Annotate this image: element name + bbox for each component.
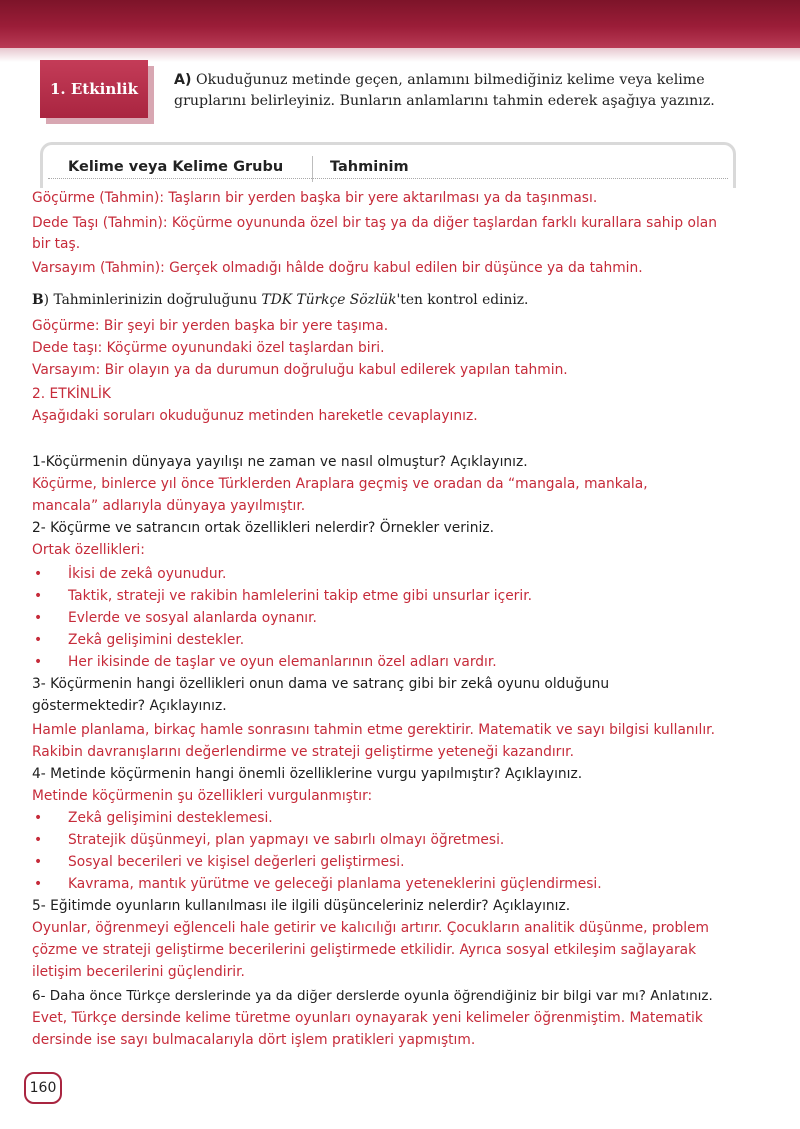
instruction-b-letter: B <box>32 292 44 308</box>
answer-1: mancala” adlarıyla dünyaya yayılmıştır. <box>32 498 306 514</box>
question-3: göstermektedir? Açıklayınız. <box>32 698 227 714</box>
question-2: 2- Köçürme ve satrancın ortak özellikleri nelerdir? Örnekler veriniz. <box>32 520 494 536</box>
answer-2-head: Ortak özellikleri: <box>32 542 145 558</box>
answer-5: iletişim becerilerini güçlendirir. <box>32 964 245 980</box>
answer-1: Köçürme, binlerce yıl önce Türklerden Araplara geçmiş ve oradan da “mangala, mankala, <box>32 476 648 492</box>
header-band <box>0 0 800 48</box>
question-6: 6- Daha önce Türkçe derslerinde ya da diğer derslerde oyunla öğrendiğiniz bir bilgi var mı? Anlatınız. <box>32 988 713 1004</box>
guess-line: Varsayım (Tahmin): Gerçek olmadığı hâlde doğru kabul edilen bir düşünce ya da tahmin. <box>32 260 643 276</box>
instruction-a-letter: A) <box>174 72 192 88</box>
question-5: 5- Eğitimde oyunların kullanılması ile ilgili düşünceleriniz nelerdir? Açıklayınız. <box>32 898 571 914</box>
answer-5: çözme ve strateji geliştirme becerilerini geliştirmede etkilidir. Ayrıca sosyal etkileşim sağlayarak <box>32 942 697 958</box>
activity-badge: 1. Etkinlik <box>40 60 148 118</box>
instruction-b <box>32 290 792 310</box>
question-1: 1-Köçürmenin dünyaya yayılışı ne zaman ve nasıl olmuştur? Açıklayınız. <box>32 454 528 470</box>
bullet: • <box>34 876 43 892</box>
bullet: • <box>34 632 43 648</box>
instruction-b-pre: ) Tahminlerinizin doğruluğunu <box>43 292 262 308</box>
instruction-a-line1: Okuduğunuz metinde geçen, anlamını bilmediğiniz kelime veya kelime <box>191 72 705 88</box>
guess-line: Dede Taşı (Tahmin): Köçürme oyununda özel bir taş ya da diğer taşlardan farklı kurallara sahip olan <box>32 215 717 231</box>
answer-6: Evet, Türkçe dersinde kelime türetme oyunları oynayarak yeni kelimeler öğrenmiştim. Matematik <box>32 1010 703 1026</box>
answer-2-item: • Taktik, strateji ve rakibin hamlelerini takip etme gibi unsurlar içerir. <box>34 588 532 604</box>
guess-line: Göçürme (Tahmin): Taşların bir yerden başka bir yere aktarılması ya da taşınması. <box>32 190 598 206</box>
bullet: • <box>34 810 43 826</box>
bullet: • <box>34 854 43 870</box>
bullet: • <box>34 566 43 582</box>
instruction-b-post: 'ten kontrol ediniz. <box>396 292 529 308</box>
instruction-b-source: TDK Türkçe Sözlük <box>261 292 397 308</box>
answer-4-item: • Kavrama, mantık yürütme ve geleceği planlama yeteneklerini güçlendirmesi. <box>34 876 602 892</box>
instruction-a <box>174 70 774 112</box>
activity2-title: 2. ETKİNLİK <box>32 386 111 402</box>
question-3: 3- Köçürmenin hangi özellikleri onun dama ve satranç gibi bir zekâ oyunu olduğunu <box>32 676 610 692</box>
answer-3: Rakibin davranışlarını değerlendirme ve strateji geliştirme yeteneği kazandırır. <box>32 744 574 760</box>
guess-line: bir taş. <box>32 236 81 252</box>
answer-5: Oyunlar, öğrenmeyi eğlenceli hale getirir ve kalıcılığı artırır. Çocukların analitik düşünme, problem <box>32 920 709 936</box>
definition-line: Varsayım: Bir olayın ya da durumun doğruluğu kabul edilerek yapılan tahmin. <box>32 362 568 378</box>
page-number: 160 <box>24 1072 62 1104</box>
definition-line: Dede taşı: Köçürme oyunundaki özel taşlardan biri. <box>32 340 385 356</box>
table-header-guess: Tahminim <box>330 159 409 175</box>
definition-line: Göçürme: Bir şeyi bir yerden başka bir yere taşıma. <box>32 318 389 334</box>
answer-2-item: • Evlerde ve sosyal alanlarda oynanır. <box>34 610 317 626</box>
answer-2-item: • Her ikisinde de taşlar ve oyun elemanlarının özel adları vardır. <box>34 654 497 670</box>
bullet: • <box>34 832 43 848</box>
answer-2-item: • İkisi de zekâ oyunudur. <box>34 566 227 582</box>
bullet: • <box>34 654 43 670</box>
answer-2-item: • Zekâ gelişimini destekler. <box>34 632 245 648</box>
answer-4-item: • Sosyal becerileri ve kişisel değerleri geliştirmesi. <box>34 854 405 870</box>
table-dotted-line <box>48 178 728 179</box>
answer-3: Hamle planlama, birkaç hamle sonrasını tahmin etme gerektirir. Matematik ve sayı bilgisi kullanılır. <box>32 722 715 738</box>
activity2-intro: Aşağıdaki soruları okuduğunuz metinden hareketle cevaplayınız. <box>32 408 478 424</box>
instruction-a-line2: gruplarını belirleyiniz. Bunların anlamlarını tahmin ederek aşağıya yazınız. <box>174 93 715 109</box>
answer-6: dersinde ise sayı bulmacalarıyla dört işlem pratikleri yapmıştım. <box>32 1032 476 1048</box>
bullet: • <box>34 588 43 604</box>
question-4: 4- Metinde köçürmenin hangi önemli özelliklerine vurgu yapılmıştır? Açıklayınız. <box>32 766 583 782</box>
answer-4-head: Metinde köçürmenin şu özellikleri vurgulanmıştır: <box>32 788 373 804</box>
table-header-word: Kelime veya Kelime Grubu <box>68 159 284 175</box>
answer-4-item: • Stratejik düşünmeyi, plan yapmayı ve sabırlı olmayı öğretmesi. <box>34 832 505 848</box>
bullet: • <box>34 610 43 626</box>
answer-4-item: • Zekâ gelişimini desteklemesi. <box>34 810 273 826</box>
